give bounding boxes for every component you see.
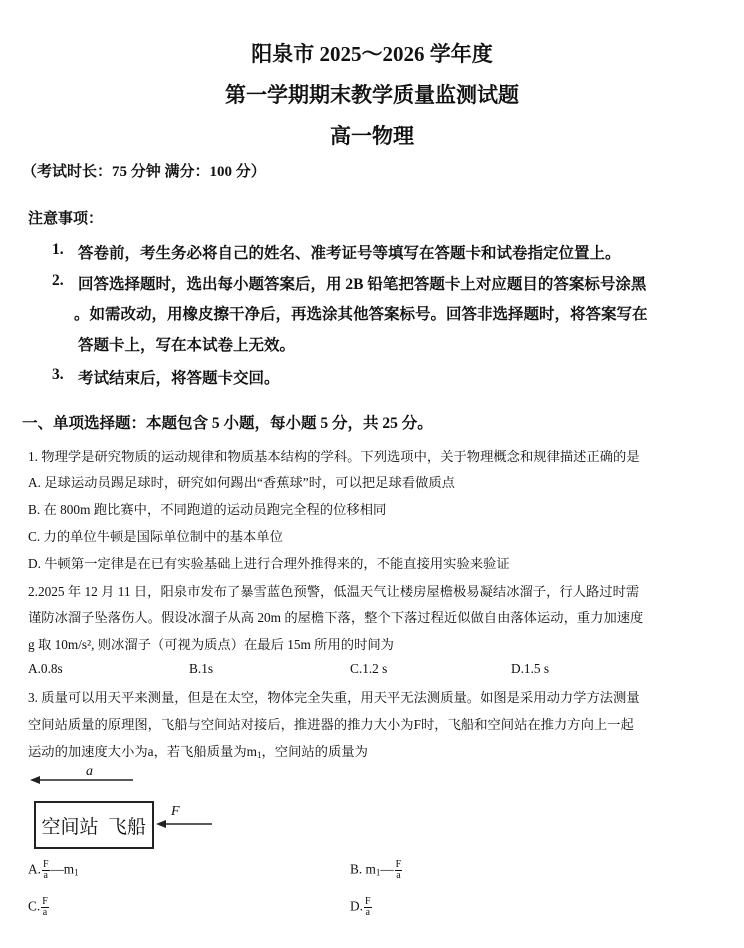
acceleration-arrow xyxy=(28,764,138,786)
q2-stem-line1: 2.2025 年 12 月 11 日，阳泉市发布了暴雪蓝色预警，低温天气让楼房屋檐极易凝结冰溜子，行人路过时需 xyxy=(28,584,640,599)
q1-option-a: A. 足球运动员踢足球时，研究如何踢出“香蕉球”时，可以把足球看做质点 xyxy=(28,475,455,490)
spaceship-label: 飞船 xyxy=(107,815,146,838)
q3-stem-line2: 空间站质量的原理图，飞船与空间站对接后，推进器的推力大小为F时，飞船和空间站在推力方向上一起 xyxy=(28,717,634,732)
q2-stem-line3: g 取 10m/s², 则冰溜子（可视为质点）在最后 15m 所用的时间为 xyxy=(28,637,394,652)
notice-item-2-number: 2. xyxy=(52,272,64,289)
q3-option-a: A. $\frac{F}{a}$ $—m_1$ xyxy=(28,859,79,881)
q3-stem-line1: 3. 质量可以用天平来测量，但是在太空，物体完全失重，用天平无法测质量。如图是采用动力学方法测量 xyxy=(28,690,640,705)
q3-option-b: B. $m_1—$ $\frac{F}{a}$ xyxy=(350,859,402,881)
q1-option-c: C. 力的单位牛顿是国际单位制中的基本单位 xyxy=(28,529,283,544)
exam-title-line2: 第一学期期末教学质量监测试题 xyxy=(225,83,519,107)
notice-item-2-line2: 。如需改动，用橡皮擦干净后，再选涂其他答案标号。回答非选择题时，将答案写在 xyxy=(74,306,648,323)
notice-item-3-number: 3. xyxy=(52,366,64,383)
exam-subject: 高一物理 xyxy=(330,124,414,148)
q3-option-c: C. $\frac{F}{a}$ xyxy=(28,896,48,918)
spaceship-box xyxy=(102,801,154,849)
q1-stem: 1. 物理学是研究物质的运动规律和物质基本结构的学科。下列选项中，关于物理概念和规律描述正确的是 xyxy=(28,449,640,464)
force-label: F xyxy=(171,804,180,819)
q2-stem-line2: 谨防冰溜子坠落伤人。假设冰溜子从高 20m 的屋檐下落，整个下落过程近似做自由落体运动，重力加速度 xyxy=(28,610,644,625)
force-arrow xyxy=(154,816,214,836)
q2-option-c: C.1.2 s xyxy=(350,661,388,676)
exam-title-line1: 阳泉市 2025～2026 学年度 xyxy=(251,42,493,66)
notice-item-1-text: 答卷前，考生务必将自己的姓名、准考证号等填写在答题卡和试卷指定位置上。 xyxy=(78,245,621,262)
q1-option-b: B. 在 800m 跑比赛中，不同跑道的运动员跑完全程的位移相同 xyxy=(28,502,387,517)
notice-item-2-line1: 回答选择题时，选出每小题答案后，用 2B 铅笔把答题卡上对应题目的答案标号涂黑 xyxy=(78,276,647,293)
space-station-label: 空间站 xyxy=(41,815,99,838)
notice-item-2-line3: 答题卡上，写在本试卷上无效。 xyxy=(78,337,296,354)
exam-meta: （考试时长：75 分钟 满分：100 分） xyxy=(22,164,266,180)
q2-option-d: D.1.5 s xyxy=(511,661,550,676)
q1-option-d: D. 牛顿第一定律是在已有实验基础上进行合理外推得来的，不能直接用实验来验证 xyxy=(28,556,510,571)
notice-item-3-text: 考试结束后，将答题卡交回。 xyxy=(78,370,280,387)
notice-heading: 注意事项： xyxy=(28,211,104,227)
q2-option-b: B.1s xyxy=(189,661,214,676)
q2-option-a: A.0.8s xyxy=(28,661,63,676)
acceleration-label: a xyxy=(86,764,93,779)
section-heading: 一、单项选择题：本题包含 5 小题，每小题 5 分，共 25 分。 xyxy=(22,415,433,432)
q3-figure xyxy=(28,764,228,854)
space-station-box xyxy=(34,801,106,849)
q3-stem-line3: 运动的加速度大小为a，若飞船质量为$m_1$，空间站的质量为 xyxy=(28,744,368,760)
notice-item-1-number: 1. xyxy=(52,241,64,258)
q3-option-d: D. $\frac{F}{a}$ xyxy=(350,896,371,918)
